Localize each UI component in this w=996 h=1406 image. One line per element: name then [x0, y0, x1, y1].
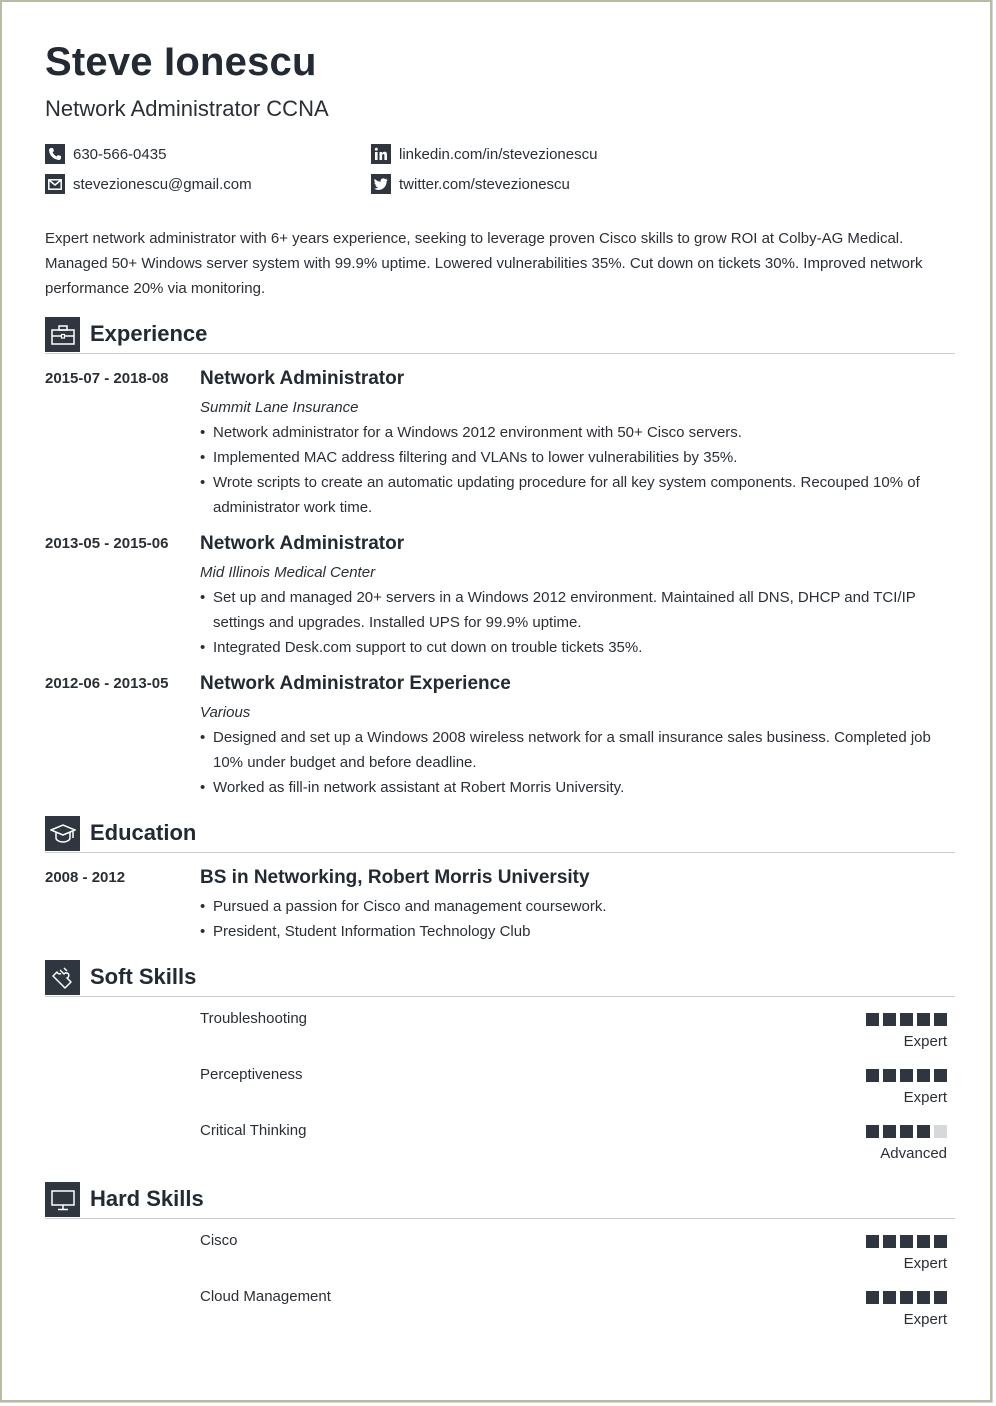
- list-item: • Implemented MAC address filtering and VLANs to lower vulnerabilities by 35%.: [200, 445, 940, 470]
- skill-level: Expert: [903, 1311, 947, 1328]
- rating-square-filled: [934, 1013, 947, 1026]
- email-text[interactable]: stevezionescu@gmail.com: [73, 175, 252, 193]
- contact-phone: [45, 144, 166, 164]
- rating-square-filled: [900, 1069, 913, 1082]
- rating-square-filled: [917, 1235, 930, 1248]
- job-title: Network Administrator: [200, 368, 405, 389]
- contact-email: [45, 174, 252, 194]
- rating-square-filled: [917, 1013, 930, 1026]
- rating-square-filled: [866, 1125, 879, 1138]
- skill-name: Critical Thinking: [200, 1122, 307, 1139]
- rating-square-filled: [900, 1235, 913, 1248]
- mail-icon: [45, 174, 65, 194]
- job-bullets: [200, 420, 940, 520]
- job-company: Various: [200, 704, 251, 721]
- job-bullets: [200, 725, 940, 800]
- skill-rating: [866, 1069, 947, 1082]
- list-item: • Set up and managed 20+ servers in a Windows 2012 environment. Maintained all DNS, DHCP and TCI/IP settings and upgrades. Installed UPS for 99.9% uptime.: [200, 585, 940, 635]
- soft-skills-section-header: [45, 960, 955, 997]
- graduation-cap-icon: [45, 816, 80, 851]
- job-company: Summit Lane Insurance: [200, 399, 359, 416]
- rating-square-filled: [866, 1235, 879, 1248]
- skill-rating: [866, 1013, 947, 1026]
- hard-skills-heading: Hard Skills: [90, 1186, 204, 1211]
- job-company: Mid Illinois Medical Center: [200, 564, 376, 581]
- hard-skills-section-header: [45, 1182, 955, 1219]
- candidate-name: Steve Ionescu: [45, 40, 317, 84]
- twitter-icon: [371, 174, 391, 194]
- job-dates: 2015-07 - 2018-08: [45, 370, 169, 387]
- rating-square-filled: [934, 1235, 947, 1248]
- education-section-header: [45, 816, 955, 853]
- list-item: • Worked as fill-in network assistant at Robert Morris University.: [200, 775, 940, 800]
- skill-name: Cisco: [200, 1232, 238, 1249]
- rating-square-filled: [917, 1291, 930, 1304]
- monitor-icon: [45, 1182, 80, 1217]
- job-bullets: [200, 585, 940, 660]
- profile-summary: Expert network administrator with 6+ years experience, seeking to leverage proven Cisco skills to grow ROI at Colby-AG Medical. Managed 50+ Windows server system with 99.9% uptime. Lowered vulnerabilities 35%. Cut down on tickets 30%. Improved network performance 20% via monitoring.: [45, 230, 923, 297]
- rating-square-filled: [900, 1125, 913, 1138]
- rating-square-filled: [883, 1235, 896, 1248]
- rating-square-filled: [900, 1291, 913, 1304]
- rating-square-filled: [900, 1013, 913, 1026]
- experience-section-header: [45, 317, 955, 354]
- skill-rating: [866, 1291, 947, 1304]
- phone-text: 630-566-0435: [73, 145, 167, 163]
- briefcase-icon: [45, 317, 80, 352]
- skill-level: Advanced: [880, 1145, 947, 1162]
- experience-heading: Experience: [90, 321, 208, 346]
- rating-square-filled: [883, 1291, 896, 1304]
- job-dates: 2013-05 - 2015-06: [45, 535, 169, 552]
- list-item: • Network administrator for a Windows 2012 environment with 50+ Cisco servers.: [200, 420, 940, 445]
- linkedin-icon: [371, 144, 391, 164]
- skill-level: Expert: [903, 1255, 947, 1272]
- candidate-title: Network Administrator CCNA: [45, 96, 329, 121]
- education-heading: Education: [90, 820, 197, 845]
- soft-skills-heading: Soft Skills: [90, 964, 197, 989]
- rating-square-filled: [866, 1069, 879, 1082]
- rating-square-empty: [934, 1125, 947, 1138]
- list-item: • Pursued a passion for Cisco and management coursework.: [200, 894, 940, 919]
- rating-square-filled: [934, 1291, 947, 1304]
- rating-square-filled: [917, 1069, 930, 1082]
- list-item: • President, Student Information Technology Club: [200, 919, 940, 944]
- rating-square-filled: [883, 1069, 896, 1082]
- list-item: • Designed and set up a Windows 2008 wireless network for a small insurance sales business. Completed job 10% under budget and before deadline.: [200, 725, 940, 775]
- list-item: • Wrote scripts to create an automatic updating procedure for all key system components. Recouped 10% of administrator work time.: [200, 470, 940, 520]
- skill-level: Expert: [903, 1033, 947, 1050]
- skill-rating: [866, 1235, 947, 1248]
- skill-level: Expert: [903, 1089, 947, 1106]
- job-title: Network Administrator Experience: [200, 673, 511, 694]
- rating-square-filled: [866, 1013, 879, 1026]
- skill-rating: [866, 1125, 947, 1138]
- linkedin-text[interactable]: linkedin.com/in/stevezionescu: [399, 145, 598, 163]
- skill-name: Perceptiveness: [200, 1066, 303, 1083]
- puzzle-icon: [45, 960, 80, 995]
- job-dates: 2012-06 - 2013-05: [45, 675, 169, 692]
- rating-square-filled: [883, 1013, 896, 1026]
- education-bullets: [200, 894, 940, 944]
- contact-twitter: [371, 174, 570, 194]
- rating-square-filled: [883, 1125, 896, 1138]
- education-dates: 2008 - 2012: [45, 869, 126, 886]
- twitter-text[interactable]: twitter.com/stevezionescu: [399, 175, 570, 193]
- skill-name: Cloud Management: [200, 1288, 331, 1305]
- phone-icon: [45, 144, 65, 164]
- job-title: Network Administrator: [200, 533, 405, 554]
- contact-linkedin: [371, 144, 597, 164]
- list-item: • Integrated Desk.com support to cut down on trouble tickets 35%.: [200, 635, 940, 660]
- skill-name: Troubleshooting: [200, 1010, 308, 1027]
- rating-square-filled: [917, 1125, 930, 1138]
- rating-square-filled: [866, 1291, 879, 1304]
- rating-square-filled: [934, 1069, 947, 1082]
- education-degree: BS in Networking, Robert Morris University: [200, 867, 590, 888]
